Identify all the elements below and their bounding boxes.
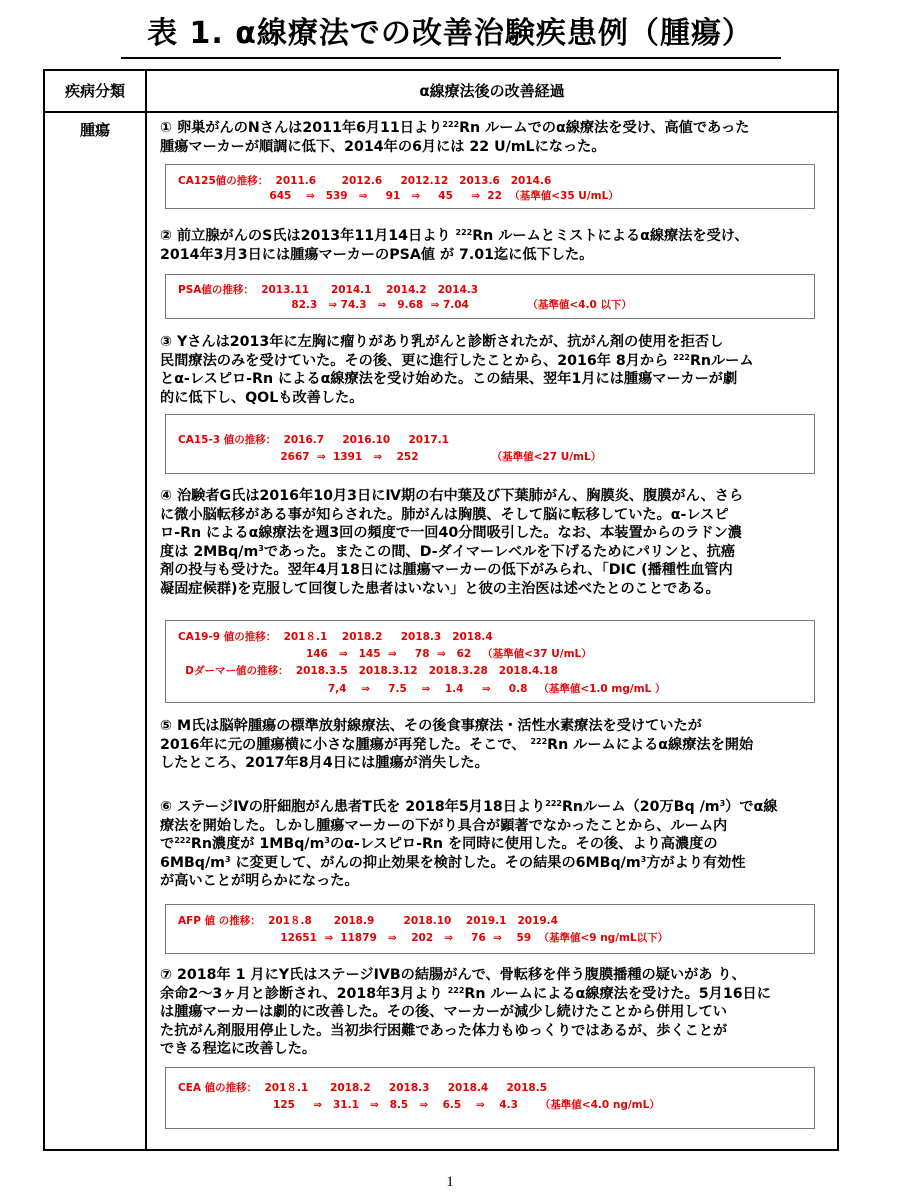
case-2-paragraph bbox=[160, 227, 840, 264]
case-4-line-2: に微小脳転移がある事が知らされた。肺がんは胸膜、そして脳に転移していた。α-レスピ bbox=[160, 506, 729, 523]
case-1-paragraph bbox=[160, 119, 840, 156]
case-4-result-line-4: 7,4 ⇒ 7.5 ⇒ 1.4 ⇒ 0.8 （基準値<1.0 mg/mL ） bbox=[178, 683, 666, 695]
case-7-result-line-1: CEA 値の推移： 201８.1 2018.2 2018.3 2018.4 2018.5 bbox=[178, 1082, 548, 1094]
case-3-line-1: ③ Yさんは2013年に左胸に瘤りがあり乳がんと診断されたが、抗がん剤の使用を拒否し bbox=[160, 334, 724, 350]
case-6-line-3: で$^{222}$Rn濃度が $1MBq/m^3$のα-レスピロ-Rn を同時に使用した。その後、より高濃度の bbox=[160, 836, 718, 853]
case-4-line-3: ロ-Rn によるα線療法を週3回の頻度で一回40分間吸引した。なお、本装置からのラドン濃 bbox=[160, 525, 742, 542]
case-4-line-6: 凝固症候群)を克服して回復した患者はいない」と彼の主治医は述べたとのことである。 bbox=[160, 580, 720, 597]
case-7-line-5: できる程迄に改善した。 bbox=[160, 1041, 317, 1058]
case-4-result-line-3: Dダーマー値の推移： 2018.3.5 2018.3.12 2018.3.28 2018.4.18 bbox=[178, 665, 558, 677]
case-1-result-box bbox=[165, 164, 815, 209]
case-7-line-2: 余命2〜3ヶ月と診断され、2018年3月より $^{222}$Rn ルームによるα線療法を受けた。5月16日に bbox=[160, 985, 771, 1002]
case-3-line-2: 民間療法のみを受けていた。その後、更に進行したことから、2016年 8月から $^{222}$Rnルーム bbox=[160, 352, 754, 369]
case-6-result-line-2: 12651 ⇒ 11879 ⇒ 202 ⇒ 76 ⇒ 59 （基準値<9 ng/mL以下） bbox=[178, 932, 669, 944]
case-table bbox=[43, 69, 839, 1151]
case-4-line-4: 度は $2MBq/m^3$であった。またこの間、D-ダイマーレベルを下げるためにパリンと、抗癌 bbox=[160, 543, 736, 560]
case-7-line-3: は腫瘍マーカーは劇的に改善した。その後、マーカーが減少し続けたことから併用してい bbox=[160, 1004, 727, 1021]
case-3-result-line-2: 2667 ⇒ 1391 ⇒ 252 （基準値<27 U/mL） bbox=[178, 451, 602, 463]
case-3-paragraph bbox=[160, 333, 840, 407]
case-2-line-1: ② 前立腺がんのS氏は2013年11月14日より $^{222}$Rn ルームとミストによるα線療法を受け、 bbox=[160, 228, 749, 244]
case-3-line-3: とα-レスピロ-Rn によるα線療法を受け始めた。この結果、翌年1月には腫瘍マーカーが劇 bbox=[160, 371, 738, 388]
title-underline bbox=[121, 57, 781, 59]
case-6-line-1: ⑥ ステージⅣの肝細胞がん患者T氏を 2018年5月18日より$^{222}$Rnルーム（20万Bq $/m^3$）でα線 bbox=[160, 799, 778, 815]
header-progress: α線療法後の改善経過 bbox=[419, 82, 565, 100]
case-4-result-box bbox=[165, 620, 815, 703]
case-5-line-2: 2016年に元の腫瘍横に小さな腫瘍が再発した。そこで、 $^{222}$Rn ルームによるα線療法を開始 bbox=[160, 736, 754, 753]
case-4-line-1: ④ 治験者G氏は2016年10月3日にⅣ期の右中葉及び下葉肺がん、胸膜炎、腹膜がん、さら bbox=[160, 488, 744, 504]
case-3-result-box bbox=[165, 414, 815, 474]
case-6-line-2: 療法を開始した。しかし腫瘍マーカーの下がり具合が顕著でなかったことから、ルーム内 bbox=[160, 817, 728, 834]
case-1-line-2: 腫瘍マーカーが順調に低下、2014年の6月には 22 U/mLになった。 bbox=[160, 138, 606, 155]
case-4-line-5: 剤の投与も受けた。翌年4月18日には腫瘍マーカーの低下がみられ、「DIC (播種性血管内 bbox=[160, 562, 733, 579]
case-6-paragraph bbox=[160, 798, 840, 891]
case-1-result-line-1: CA125値の推移： 2011.6 2012.6 2012.12 2013.6 2014.6 bbox=[178, 175, 552, 187]
case-3-result-line-1: CA15-3 値の推移： 2016.7 2016.10 2017.1 bbox=[178, 434, 449, 446]
column-divider bbox=[145, 71, 147, 1149]
category-label: 腫瘍 bbox=[79, 121, 110, 139]
case-6-result-line-1: AFP 値 の推移： 201８.8 2018.9 2018.10 2019.1 2019.4 bbox=[178, 915, 558, 927]
header-category: 疾病分類 bbox=[64, 82, 125, 100]
case-7-result-box bbox=[165, 1067, 815, 1129]
case-4-result-line-2: 146 ⇒ 145 ⇒ 78 ⇒ 62 （基準値<37 U/mL） bbox=[178, 648, 592, 660]
page-number: 1 bbox=[446, 1174, 454, 1190]
case-1-result-line-2: 645 ⇒ 539 ⇒ 91 ⇒ 45 ⇒ 22 （基準値<35 U/mL） bbox=[178, 190, 619, 202]
case-4-result-line-1: CA19-9 値の推移： 201８.1 2018.2 2018.3 2018.4 bbox=[178, 631, 493, 643]
case-7-result-line-2: 125 ⇒ 31.1 ⇒ 8.5 ⇒ 6.5 ⇒ 4.3 （基準値<4.0 ng/mL） bbox=[178, 1099, 660, 1111]
case-5-line-1: ⑤ M氏は脳幹腫瘍の標準放射線療法、その後食事療法・活性水素療法を受けていたが bbox=[160, 718, 702, 734]
case-1-line-1: ① 卵巣がんのNさんは2011年6月11日より$^{222}$Rn ルームでのα線療法を受け、高値であった bbox=[160, 120, 750, 136]
case-2-result-line-1: PSA値の推移： 2013.11 2014.1 2014.2 2014.3 bbox=[178, 284, 479, 296]
case-2-result-box bbox=[165, 274, 815, 319]
case-6-result-box bbox=[165, 904, 815, 954]
page-title: 表 1. α線療法での改善治験疾患例（腫瘍） bbox=[147, 16, 753, 51]
case-2-line-2: 2014年3月3日には腫瘍マーカーのPSA値 が 7.01迄に低下した。 bbox=[160, 246, 594, 263]
case-6-line-4: $6MBq/m^3$ に変更して、がんの抑止効果を検討した。その結果の$6MBq/m^3$方がより有効性 bbox=[160, 854, 746, 871]
case-2-result-line-2: 82.3 ⇒ 74.3 ⇒ 9.68 ⇒ 7.04 （基準値<4.0 以下） bbox=[178, 299, 632, 311]
case-4-paragraph bbox=[160, 487, 840, 599]
case-7-line-4: た抗がん剤服用停止した。当初歩行困難であった体力もゆっくりではあるが、歩くことが bbox=[160, 1022, 728, 1039]
case-6-line-5: が高いことが明らかになった。 bbox=[160, 873, 359, 890]
header-divider bbox=[45, 111, 837, 113]
case-5-line-3: したところ、2017年8月4日には腫瘍が消失した。 bbox=[160, 755, 489, 772]
case-7-paragraph bbox=[160, 966, 840, 1059]
case-7-line-1: ⑦ 2018年 1 月にY氏はステージIVBの結腸がんで、骨転移を伴う腹膜播種の疑いがあ り、 bbox=[160, 967, 746, 983]
case-5-paragraph bbox=[160, 717, 840, 773]
case-3-line-4: 的に低下し、QOLも改善した。 bbox=[160, 389, 364, 406]
